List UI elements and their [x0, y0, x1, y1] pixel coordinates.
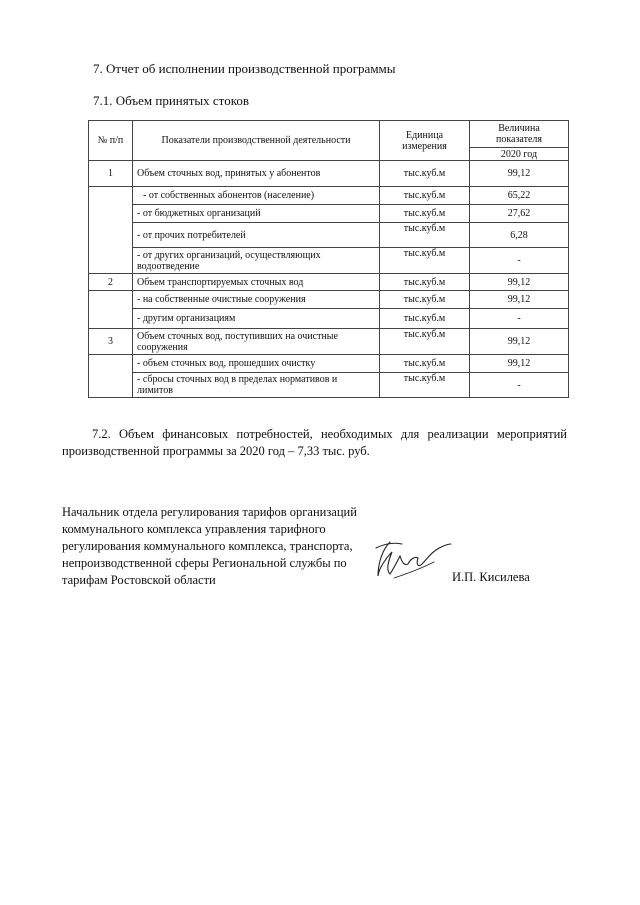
- row-unit: тыс.куб.м: [380, 205, 470, 223]
- subsection-heading: 7.1. Объем принятых стоков: [93, 93, 249, 108]
- stock-volume-table: [88, 120, 569, 398]
- row-name: - от собственных абонентов (население): [133, 187, 380, 205]
- row-value: 99,12: [470, 274, 569, 291]
- row-unit: тыс.куб.м: [380, 187, 470, 205]
- header-num: № п/п: [89, 121, 133, 161]
- handwritten-signature: [372, 538, 452, 584]
- financial-needs-paragraph: 7.2. Объем финансовых потребностей, необходимых для реализации мероприятий производственной программы за 2020 год – 7,33 тыс. руб.: [62, 427, 567, 458]
- header-unit: Единица измерения: [380, 121, 470, 161]
- row-value: -: [470, 373, 569, 398]
- row-unit: тыс.куб.м: [380, 161, 470, 187]
- row-num: 2: [89, 274, 133, 291]
- row-value: 27,62: [470, 205, 569, 223]
- row-name: - от прочих потребителей: [133, 223, 380, 248]
- row-value: 99,12: [470, 329, 569, 355]
- row-name: - на собственные очистные сооружения: [133, 291, 380, 309]
- row-name: Объем сточных вод, поступивших на очистные сооружения: [133, 329, 380, 355]
- header-indicators: Показатели производственной деятельности: [133, 121, 380, 161]
- row-unit: тыс.куб.м: [380, 355, 470, 373]
- row-value: 65,22: [470, 187, 569, 205]
- row-value: 99,12: [470, 355, 569, 373]
- row-num: 3: [89, 329, 133, 355]
- header-year: 2020 год: [470, 148, 569, 161]
- row-name: Объем сточных вод, принятых у абонентов: [133, 161, 380, 187]
- header-value: Величина показателя: [470, 121, 569, 148]
- row-name: - от других организаций, осуществляющих водоотведение: [133, 248, 380, 274]
- row-num-blank: [89, 187, 133, 274]
- row-num-blank: [89, 355, 133, 398]
- row-value: 99,12: [470, 291, 569, 309]
- section-heading: 7. Отчет об исполнении производственной программы: [93, 61, 396, 76]
- row-value: 6,28: [470, 223, 569, 248]
- row-unit: тыс.куб.м: [380, 309, 470, 329]
- row-num: 1: [89, 161, 133, 187]
- row-unit: тыс.куб.м: [380, 274, 470, 291]
- row-name: - сбросы сточных вод в пределах нормативов и лимитов: [133, 373, 380, 398]
- row-name: Объем транспортируемых сточных вод: [133, 274, 380, 291]
- row-value: 99,12: [470, 161, 569, 187]
- row-unit: тыс.куб.м: [380, 291, 470, 309]
- row-num-blank: [89, 291, 133, 329]
- row-name: - от бюджетных организаций: [133, 205, 380, 223]
- row-name: - другим организациям: [133, 309, 380, 329]
- row-unit: тыс.куб.м: [380, 248, 470, 274]
- signer-name: И.П. Кисилева: [452, 570, 530, 584]
- row-name: - объем сточных вод, прошедших очистку: [133, 355, 380, 373]
- row-unit: тыс.куб.м: [380, 329, 470, 355]
- row-unit: тыс.куб.м: [380, 373, 470, 398]
- row-value: -: [470, 248, 569, 274]
- row-value: -: [470, 309, 569, 329]
- signatory-position: Начальник отдела регулирования тарифов организаций коммунального комплекса управления тарифного регулирования коммунального комплекса, транспорта, непроизводственной сферы Региональной службы по тарифам Ростовской области: [62, 505, 357, 587]
- row-unit: тыс.куб.м: [380, 223, 470, 248]
